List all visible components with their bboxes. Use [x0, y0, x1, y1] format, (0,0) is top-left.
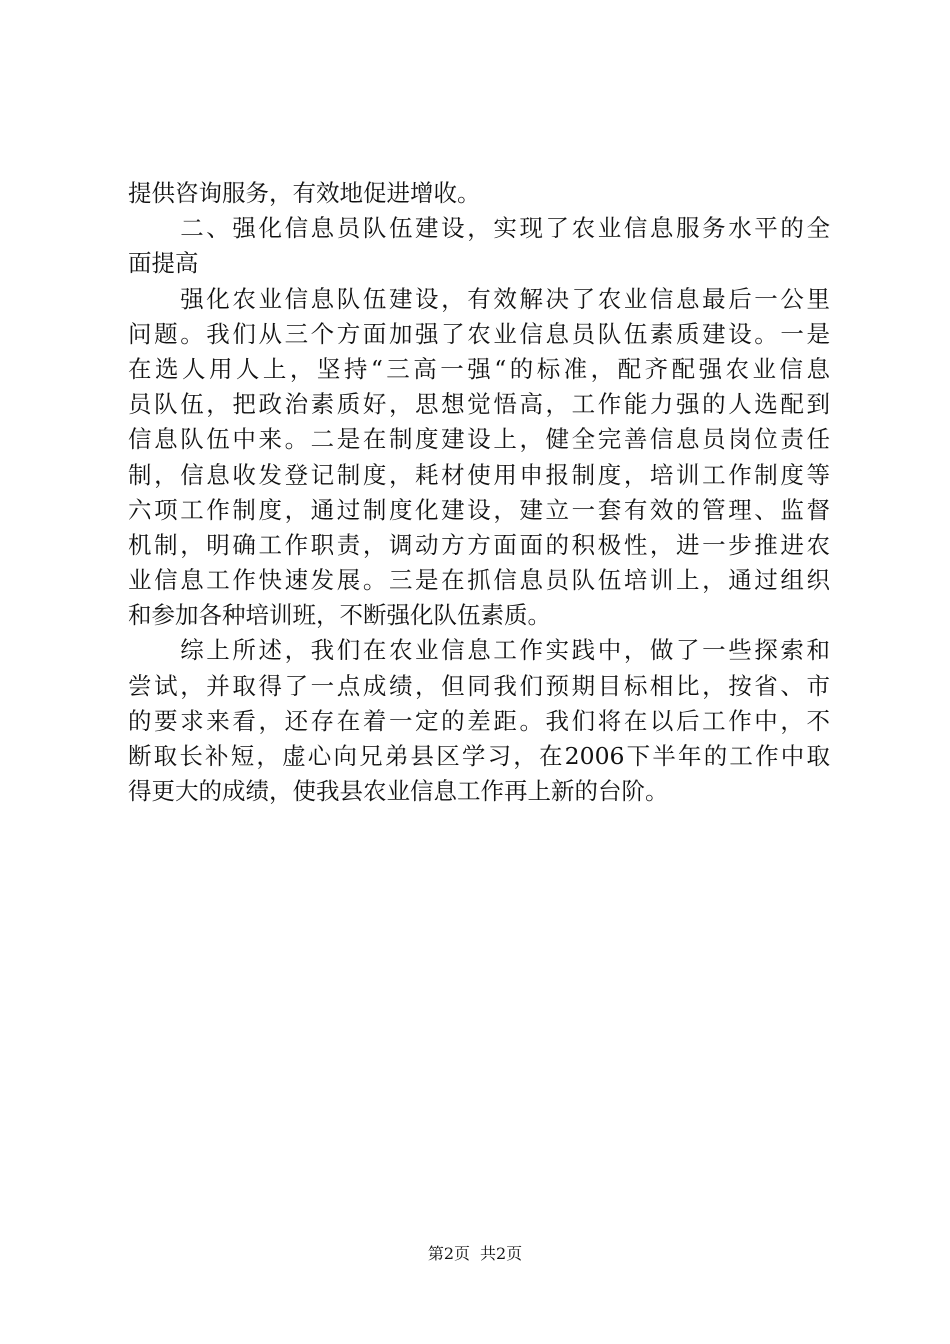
- text-line: 断取长补短，虚心向兄弟县区学习，在2006下半年的工作中取: [128, 742, 830, 770]
- text-line: 员队伍，把政治素质好，思想觉悟高，工作能力强的人选配到: [128, 390, 830, 419]
- text-line: 信息队伍中来。二是在制度建设上，健全完善信息员岗位责任: [128, 425, 830, 454]
- text-line: 得更大的成绩，使我县农业信息工作再上新的台阶。: [128, 777, 669, 806]
- text-line: 面提高: [128, 249, 199, 278]
- text-line: 尝试，并取得了一点成绩，但同我们预期目标相比，按省、市: [128, 671, 830, 700]
- page-number: 第2页: [427, 1244, 470, 1263]
- text-line: 六项工作制度，通过制度化建设，建立一套有效的管理、监督: [128, 495, 830, 524]
- text-line: 强化农业信息队伍建设，有效解决了农业信息最后一公里: [128, 284, 830, 313]
- page-footer: [0, 1243, 950, 1265]
- text-line: 制，信息收发登记制度，耗材使用申报制度，培训工作制度等: [128, 460, 830, 489]
- text-line: 二、强化信息员队伍建设，实现了农业信息服务水平的全: [128, 214, 830, 243]
- text-line: 在选人用人上，坚持“三高一强“的标准，配齐配强农业信息: [128, 354, 830, 383]
- text-line: 机制，明确工作职责，调动方方面面的积极性，进一步推进农: [128, 530, 830, 559]
- text-line: 提供咨询服务，有效地促进增收。: [128, 179, 481, 207]
- text-line: 和参加各种培训班，不断强化队伍素质。: [128, 601, 551, 630]
- page-total: 共2页: [480, 1244, 523, 1263]
- text-line: 业信息工作快速发展。三是在抓信息员队伍培训上，通过组织: [128, 566, 830, 595]
- text-line: 综上所述，我们在农业信息工作实践中，做了一些探索和: [128, 636, 830, 665]
- text-line: 问题。我们从三个方面加强了农业信息员队伍素质建设。一是: [128, 319, 830, 348]
- text-line: 的要求来看，还存在着一定的差距。我们将在以后工作中，不: [128, 706, 830, 735]
- document-body: [128, 176, 830, 809]
